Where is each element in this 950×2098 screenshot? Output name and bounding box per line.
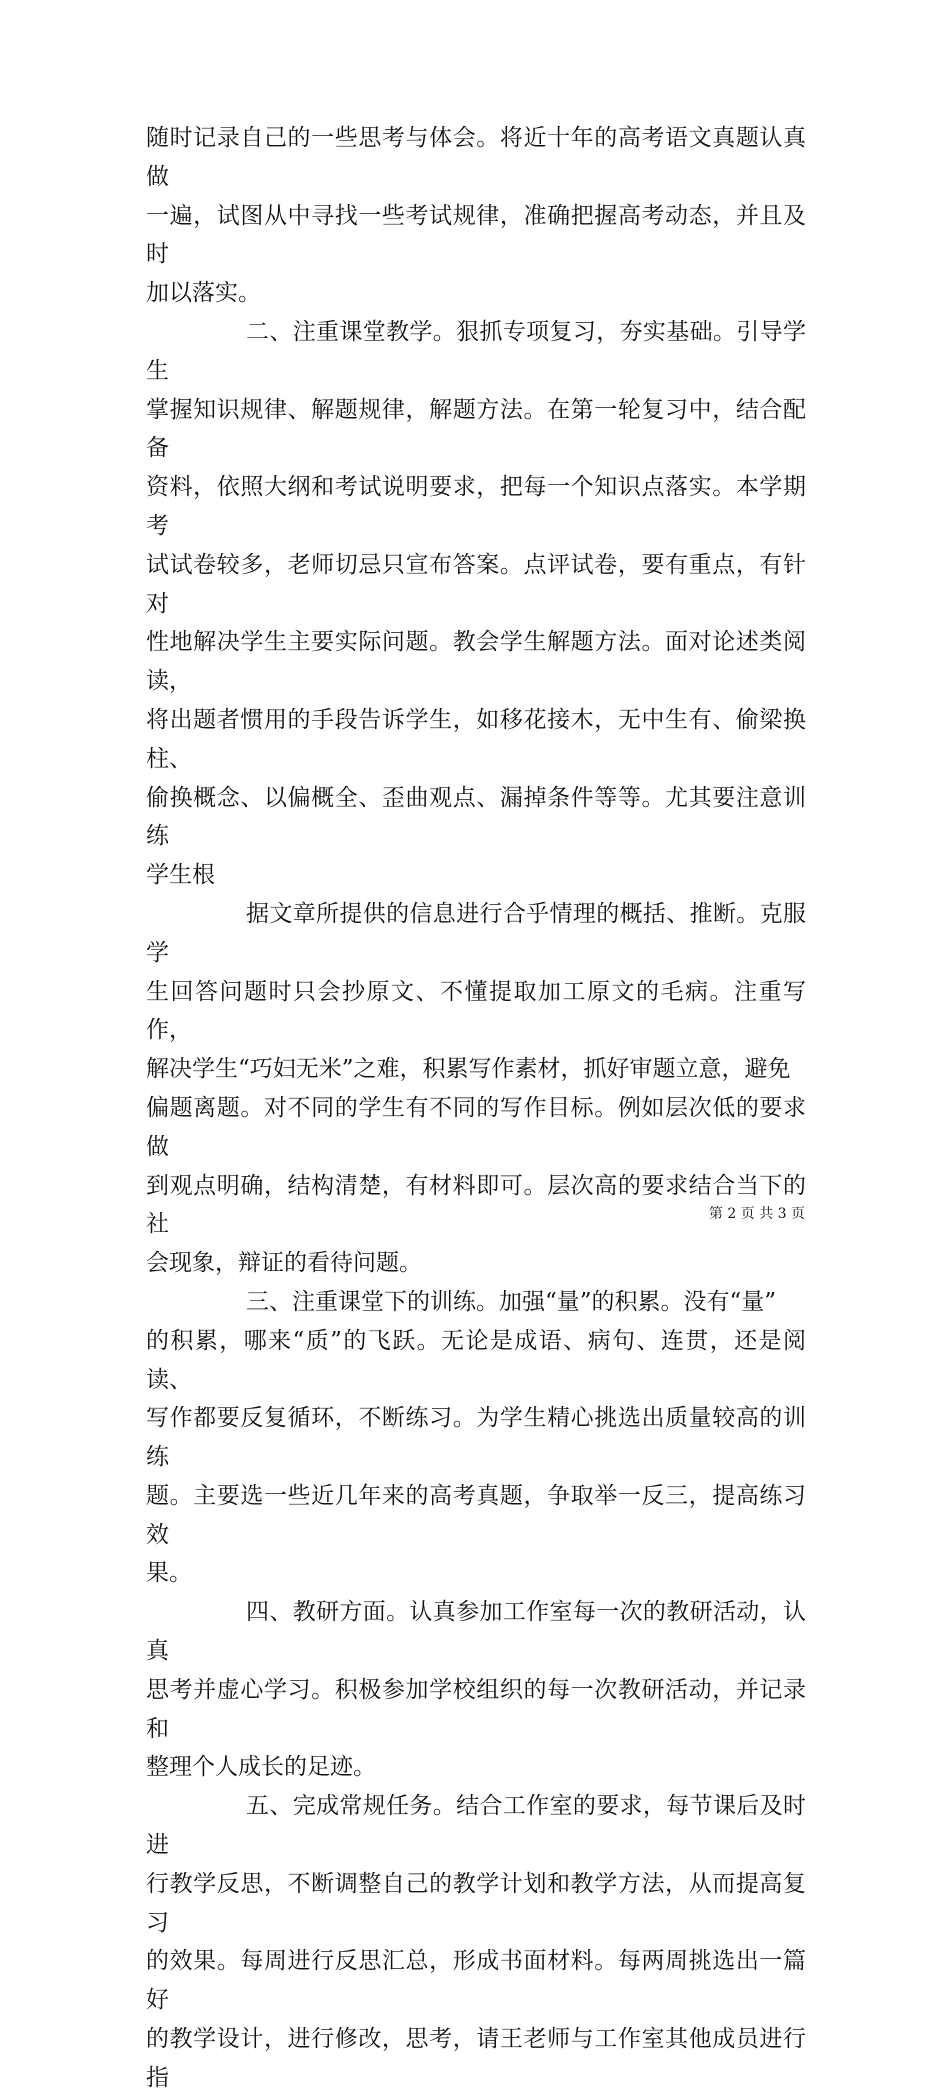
document-body xyxy=(146,119,806,2098)
paragraph-classroom-teaching: 二、注重课堂教学。狠抓专项复习，夯实基础。引导学生 掌握知识规律、解题规律，解题方法。在第一轮复习中，结合配备 资料，依照大纲和考试说明要求，把每一个知识点落实。本学期考 试试卷较多，老师切忌只宣布答案。点评试卷，要有重点，有针对 性地解决学生主要实际问题。教会学生解题方法。面对论述类阅读， 将出题者惯用的手段告诉学生，如移花接木，无中生有、偷梁换柱、 偷换概念、以偏概全、歪曲观点、漏掉条件等等。尤其要注意训练 学生根 xyxy=(146,318,806,889)
paragraph-continuation: 随时记录自己的一些思考与体会。将近十年的高考语文真题认真做 一遍，试图从中寻找一些考试规律，准确把握高考动态，并且及时 加以落实。 xyxy=(146,125,806,307)
paragraph-after-class-training: 三、注重课堂下的训练。加强“量”的积累。没有“量” 的积累，哪来“质”的飞跃。无论是成语、病句、连贯，还是阅读、 写作都要反复循环，不断练习。为学生精心挑选出质量较高的训练 题。主要选一些近几年来的高考真题，争取举一反三，提高练习效 果。 xyxy=(146,1288,806,1587)
paragraph-teaching-research: 四、教研方面。认真参加工作室每一次的教研活动，认真 思考并虚心学习。积极参加学校组织的每一次教研活动，并记录和 整理个人成长的足迹。 xyxy=(146,1599,806,1781)
paragraph-writing-guidance: 据文章所提供的信息进行合乎情理的概括、推断。克服学 生回答问题时只会抄原文、不懂提取加工原文的毛病。注重写作， 解决学生“巧妇无米”之难，积累写作素材，抓好审题立意，避免 偏题离题。对不同的学生有不同的写作目标。例如层次低的要求做 到观点明确，结构清楚，有材料即可。层次高的要求结合当下的社 会现象，辩证的看待问题。 xyxy=(146,900,806,1277)
page-number-footer: 第 2 页 共 3 页 xyxy=(708,1206,805,1222)
paragraph-routine-tasks: 五、完成常规任务。结合工作室的要求，每节课后及时进 行教学反思，不断调整自己的教学计划和教学方法，从而提高复习 的效果。每周进行反思汇总，形成书面材料。每两周挑选出一篇好 的教学设计，进行修改，思考，请王老师与工作室其他成员进行指 xyxy=(146,1793,806,2091)
